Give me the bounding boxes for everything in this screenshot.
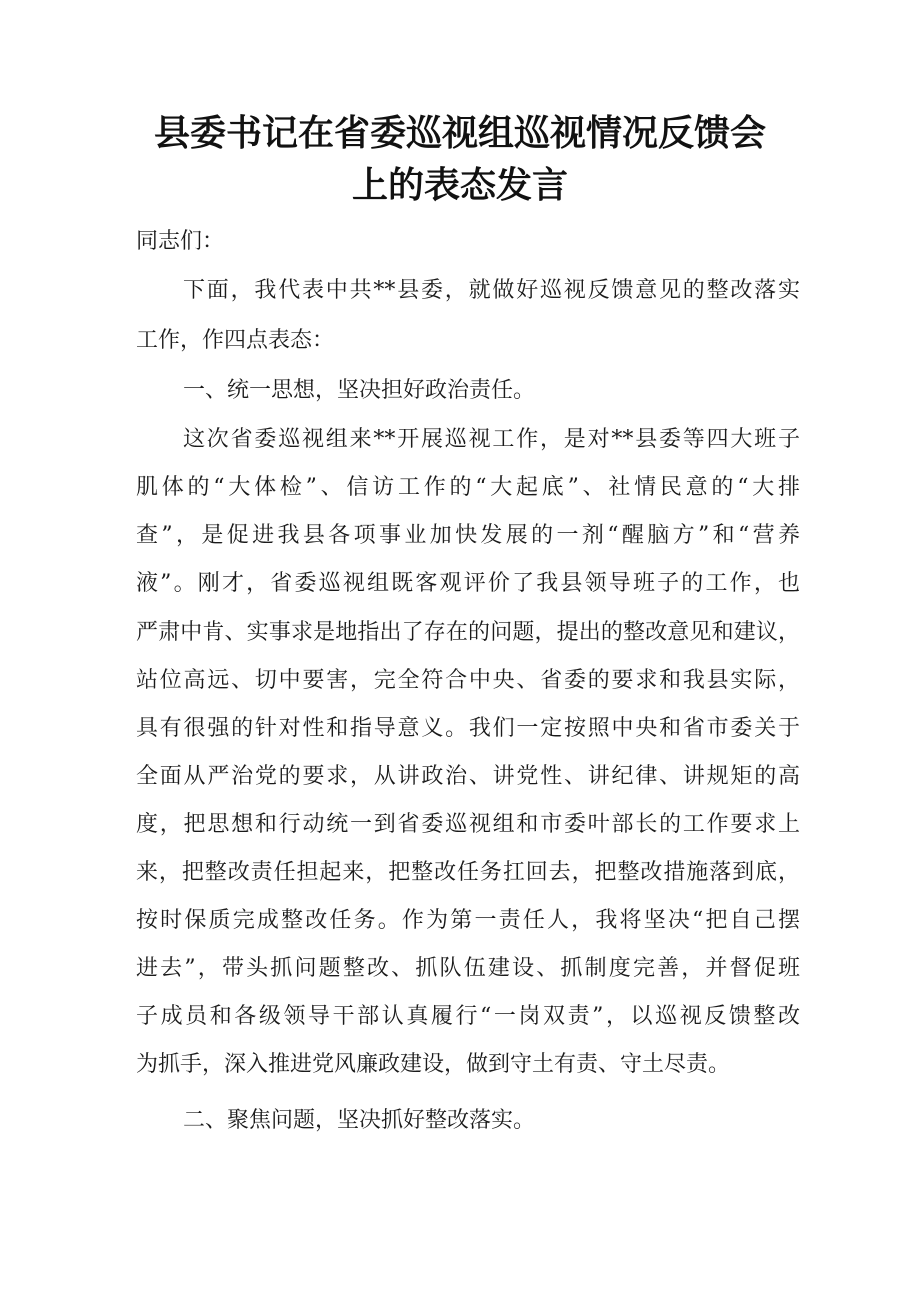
paragraph-2-line-1: 这次省委巡视组来**开展巡视工作，是对**县委等四大班子 — [183, 427, 800, 452]
paragraph-1-line-2: 工作，作四点表态： — [136, 328, 335, 353]
paragraph-2-line-5: 严肃中肯、实事求是地指出了存在的问题，提出的整改意见和建议， — [136, 620, 800, 645]
paragraph-2-line-3: 查”，是促进我县各项事业加快发展的一剂“醒脑方”和“营养 — [136, 523, 800, 548]
paragraph-2-line-11: 按时保质完成整改任务。作为第一责任人，我将坚决“把自己摆 — [136, 908, 800, 933]
paragraph-2-line-2: 肌体的“大体检”、信访工作的“大起底”、社情民意的“大排 — [136, 475, 800, 500]
section-heading-1: 一、统一思想，坚决担好政治责任。 — [183, 378, 536, 403]
paragraph-2-line-8: 全面从严治党的要求，从讲政治、讲党性、讲纪律、讲规矩的高 — [136, 764, 800, 789]
document-title-line-1: 县委书记在省委巡视组巡视情况反馈会 — [153, 113, 766, 154]
paragraph-2-line-6: 站位高远、切中要害，完全符合中央、省委的要求和我县实际， — [136, 668, 800, 693]
paragraph-2-line-12: 进去”，带头抓问题整改、抓队伍建设、抓制度完善，并督促班 — [136, 956, 800, 981]
paragraph-2-line-4: 液”。刚才，省委巡视组既客观评价了我县领导班子的工作，也 — [136, 571, 800, 596]
paragraph-2-line-9: 度，把思想和行动统一到省委巡视组和市委叶部长的工作要求上 — [136, 812, 800, 837]
paragraph-2-line-14: 为抓手，深入推进党风廉政建设，做到守土有责、守土尽责。 — [136, 1052, 731, 1077]
section-heading-2: 二、聚焦问题，坚决抓好整改落实。 — [183, 1108, 536, 1133]
paragraph-1-line-1: 下面，我代表中共**县委，就做好巡视反馈意见的整改落实 — [183, 278, 800, 303]
document-title-line-2: 上的表态发言 — [351, 165, 568, 206]
paragraph-2-line-7: 具有很强的针对性和指导意义。我们一定按照中央和省市委关于 — [136, 716, 800, 741]
paragraph-2-line-10: 来，把整改责任担起来，把整改任务扛回去，把整改措施落到底， — [136, 860, 800, 885]
paragraph-2-line-13: 子成员和各级领导干部认真履行“一岗双责”，以巡视反馈整改 — [136, 1004, 800, 1029]
salutation: 同志们： — [136, 229, 225, 254]
